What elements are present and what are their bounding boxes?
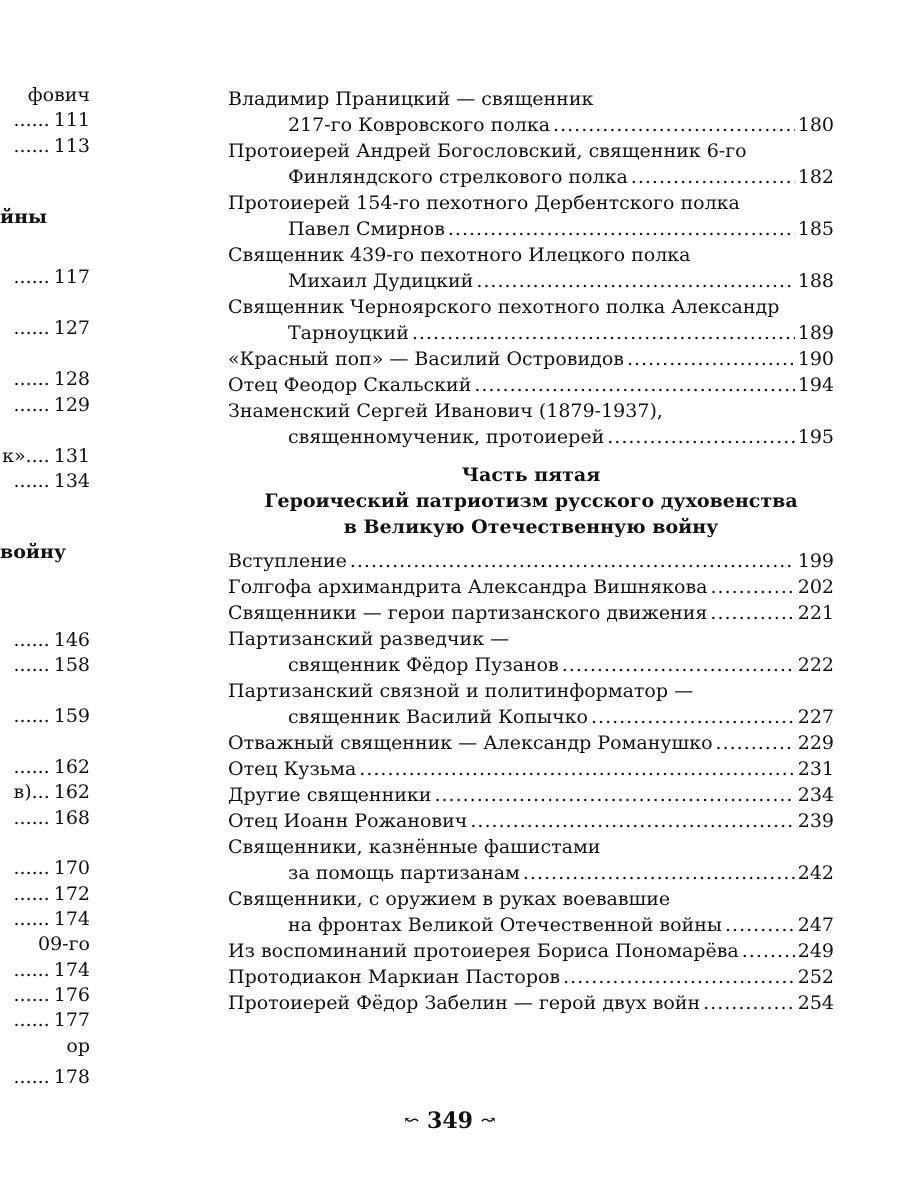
dot-leader	[523, 860, 795, 886]
facing-page-heading: йны	[0, 206, 48, 228]
toc-page-number: 254	[797, 992, 834, 1014]
toc-page-number: 239	[797, 810, 834, 832]
toc-entry-title: Священники, с оружием в руках воевавшие	[228, 888, 671, 910]
facing-page-text: ......	[13, 394, 50, 416]
toc-entry-title-cont: Финляндского стрелкового полка	[288, 166, 628, 188]
facing-page-line	[0, 882, 90, 907]
dot-leader	[470, 808, 794, 834]
toc-entry-title: Протоиерей Андрей Богословский, священник 6-го	[228, 140, 747, 162]
toc-entry-title: Другие священники	[228, 784, 432, 806]
facing-page-line	[0, 704, 90, 729]
facing-page-line	[0, 316, 90, 341]
dot-leader	[434, 782, 794, 808]
facing-page-number: 174	[53, 959, 90, 981]
toc-entry-title: Партизанский разведчик —	[228, 628, 510, 650]
dot-leader	[412, 320, 795, 346]
dot-leader	[631, 164, 795, 190]
toc-entry-title: Отец Кузьма	[228, 758, 357, 780]
toc-entry[interactable]	[228, 138, 834, 190]
toc-entry[interactable]	[228, 574, 834, 600]
facing-page-line	[0, 444, 90, 469]
dot-leader	[710, 574, 794, 600]
facing-page-text: ор	[66, 1035, 90, 1057]
toc-entry-title-cont: Павел Смирнов	[288, 218, 445, 240]
toc-entry-title: Вступление	[228, 550, 347, 572]
facing-page-text: ......	[13, 109, 50, 131]
facing-page-line	[0, 856, 90, 881]
page-number: 349	[427, 1108, 473, 1134]
dot-leader	[742, 938, 795, 964]
toc-page-number: 229	[797, 732, 834, 754]
facing-page-number: 131	[53, 445, 90, 467]
toc-entry[interactable]	[228, 548, 834, 574]
facing-page-line	[0, 367, 90, 392]
part5-heading	[228, 462, 834, 540]
toc-page-number: 195	[797, 426, 834, 448]
facing-page-number: 174	[53, 908, 90, 930]
facing-page-text: фович	[27, 84, 90, 106]
facing-page-text: ......	[13, 629, 50, 651]
facing-page-number: 158	[53, 654, 90, 676]
facing-page-line	[0, 628, 90, 653]
toc-column	[228, 86, 834, 1016]
facing-page-text: ......	[13, 1066, 50, 1088]
facing-page-line	[0, 1034, 90, 1059]
facing-page-line	[0, 83, 90, 108]
facing-page-text: ......	[13, 266, 50, 288]
toc-entry-title-cont: за помощь партизанам	[288, 862, 520, 884]
facing-page-number: 146	[53, 629, 90, 651]
toc-entry-title-cont: 217-го Ковровского полка	[288, 114, 551, 136]
facing-page-number: 111	[53, 109, 90, 131]
toc-entry[interactable]	[228, 938, 834, 964]
facing-page-number: 177	[53, 1009, 90, 1031]
toc-page-number: 227	[797, 706, 834, 728]
facing-page-line	[0, 907, 90, 932]
ornament-left-icon: ↜	[404, 1110, 420, 1131]
toc-entry-title: Партизанский связной и политинформатор —	[228, 680, 694, 702]
facing-page-line	[0, 134, 90, 159]
facing-page-number: 170	[53, 857, 90, 879]
toc-page-number: 189	[797, 322, 834, 344]
toc-entry-title: Отец Иоанн Рожанович	[228, 810, 468, 832]
toc-entry-title: Протоиерей Фёдор Забелин — герой двух войн	[228, 992, 701, 1014]
toc-page-number: 202	[797, 576, 834, 598]
facing-page-line	[0, 653, 90, 678]
facing-page-number: 129	[53, 394, 90, 416]
toc-part5-list	[228, 548, 834, 1016]
facing-page-text: ......	[13, 756, 50, 778]
facing-page-number: 162	[53, 756, 90, 778]
toc-entry[interactable]	[228, 834, 834, 886]
facing-page-text: ......	[13, 1009, 50, 1031]
dot-leader	[591, 704, 795, 730]
ornament-right-icon: ↝	[480, 1110, 496, 1131]
toc-entry-title: Голгофа архимандрита Александра Вишнякова	[228, 576, 708, 598]
toc-page-number: 188	[797, 270, 834, 292]
toc-entry[interactable]	[228, 808, 834, 834]
toc-page-number: 180	[797, 114, 834, 136]
facing-page-line	[0, 932, 90, 957]
dot-leader	[710, 600, 794, 626]
facing-page-text: ......	[13, 959, 50, 981]
toc-entry-title: Священники, казнённые фашистами	[228, 836, 601, 858]
toc-entry[interactable]	[228, 600, 834, 626]
facing-page-line	[0, 780, 90, 805]
facing-page-number: 117	[53, 266, 90, 288]
facing-page-line	[0, 958, 90, 983]
dot-leader	[563, 964, 795, 990]
facing-page-line	[0, 108, 90, 133]
part5-label: Часть пятая	[461, 464, 601, 486]
facing-page-number: 127	[53, 317, 90, 339]
toc-entry[interactable]	[228, 346, 834, 372]
dot-leader	[350, 548, 795, 574]
toc-entry-title: Священник Черноярского пехотного полка Александр	[228, 296, 780, 318]
toc-entry[interactable]	[228, 678, 834, 730]
toc-page-number: 252	[797, 966, 834, 988]
toc-entry-title-cont: Тарноуцкий	[288, 322, 409, 344]
toc-entry-title: Отважный священник — Александр Романушко	[228, 732, 713, 754]
facing-page-text: ......	[13, 857, 50, 879]
toc-entry-title: Священники — герои партизанского движения	[228, 602, 708, 624]
dot-leader	[448, 216, 795, 242]
facing-page-text: ......	[13, 135, 50, 157]
toc-entry-title-cont: священник Фёдор Пузанов	[288, 654, 559, 676]
facing-page-text: в)...	[13, 781, 50, 803]
toc-entry-title: Священник 439-го пехотного Илецкого полка	[228, 244, 691, 266]
toc-entry[interactable]	[228, 886, 834, 938]
toc-entry[interactable]	[228, 190, 834, 242]
facing-page-text: ......	[13, 705, 50, 727]
toc-entry-title-cont: священник Василий Копычко	[288, 706, 588, 728]
facing-page-text: ......	[13, 883, 50, 905]
dot-leader	[476, 268, 794, 294]
facing-page-number: 113	[53, 135, 90, 157]
toc-page-number: 194	[797, 374, 834, 396]
dot-leader	[359, 756, 794, 782]
facing-page-line	[0, 469, 90, 494]
facing-page-line	[0, 265, 90, 290]
facing-page-text: 09-го	[38, 933, 90, 955]
part5-title-line2: в Великую Отечественную войну	[343, 516, 719, 538]
part5-title-line1: Героический патриотизм русского духовенства	[264, 490, 798, 512]
toc-entry[interactable]	[228, 756, 834, 782]
toc-entry[interactable]	[228, 242, 834, 294]
toc-page-number: 231	[797, 758, 834, 780]
facing-page-number: 176	[53, 984, 90, 1006]
facing-page-number: 168	[53, 807, 90, 829]
toc-entry-title-cont: священномученик, протоиерей	[288, 426, 605, 448]
facing-page-text: ......	[13, 984, 50, 1006]
facing-page-heading: войну	[0, 541, 67, 563]
dot-leader	[553, 112, 795, 138]
toc-page-number: 185	[797, 218, 834, 240]
facing-page-number: 159	[53, 705, 90, 727]
toc-entry-title: Протоиерей 154-го пехотного Дербентского полка	[228, 192, 740, 214]
toc-page-number: 190	[797, 348, 834, 370]
facing-page-line	[0, 1065, 90, 1090]
toc-entry[interactable]	[228, 372, 834, 398]
dot-leader	[562, 652, 795, 678]
toc-entry[interactable]	[228, 626, 834, 678]
facing-page-line	[0, 755, 90, 780]
page-folio	[0, 1108, 900, 1134]
toc-entry[interactable]	[228, 782, 834, 808]
facing-page-text: ......	[13, 654, 50, 676]
facing-page-text: ......	[13, 368, 50, 390]
facing-page-text: ......	[13, 807, 50, 829]
facing-page-text: к»....	[2, 445, 50, 467]
toc-entry-title-cont: Михаил Дудицкий	[288, 270, 474, 292]
toc-page-number: 199	[797, 550, 834, 572]
toc-entry[interactable]	[228, 730, 834, 756]
toc-entry[interactable]	[228, 86, 834, 138]
facing-page-number: 128	[53, 368, 90, 390]
dot-leader	[703, 990, 795, 1016]
facing-page-number: 134	[53, 470, 90, 492]
toc-entry[interactable]	[228, 294, 834, 346]
toc-entry-title-cont: на фронтах Великой Отечественной войны	[288, 914, 723, 936]
toc-part4-list	[228, 86, 834, 450]
toc-page-number: 182	[797, 166, 834, 188]
dot-leader	[474, 372, 794, 398]
facing-page-line	[0, 983, 90, 1008]
facing-page-text: ......	[13, 317, 50, 339]
toc-page-number: 242	[797, 862, 834, 884]
facing-page-fragment	[0, 0, 170, 1200]
toc-page-number: 222	[797, 654, 834, 676]
toc-entry-title: «Красный поп» — Василий Островидов	[228, 348, 624, 370]
dot-leader	[716, 730, 795, 756]
toc-entry-title: Знаменский Сергей Иванович (1879-1937),	[228, 400, 663, 422]
toc-entry[interactable]	[228, 964, 834, 990]
toc-entry-title: Из воспоминаний протоиерея Бориса Пономарёва	[228, 940, 739, 962]
toc-page-number: 247	[797, 914, 834, 936]
toc-entry-title: Отец Феодор Скальский	[228, 374, 472, 396]
toc-entry-title: Протодиакон Маркиан Пасторов	[228, 966, 561, 988]
toc-page-number: 234	[797, 784, 834, 806]
facing-page-line	[0, 1008, 90, 1033]
facing-page-number: 178	[53, 1066, 90, 1088]
dot-leader	[627, 346, 795, 372]
dot-leader	[725, 912, 795, 938]
toc-page-number: 221	[797, 602, 834, 624]
toc-entry[interactable]	[228, 990, 834, 1016]
facing-page-number: 162	[53, 781, 90, 803]
facing-page-number: 172	[53, 883, 90, 905]
facing-page-line	[0, 393, 90, 418]
facing-page-line	[0, 806, 90, 831]
facing-page-text: ......	[13, 470, 50, 492]
toc-entry[interactable]	[228, 398, 834, 450]
toc-page-number: 249	[797, 940, 834, 962]
toc-entry-title: Владимир Праницкий — священник	[228, 88, 594, 110]
dot-leader	[607, 424, 794, 450]
facing-page-text: ......	[13, 908, 50, 930]
